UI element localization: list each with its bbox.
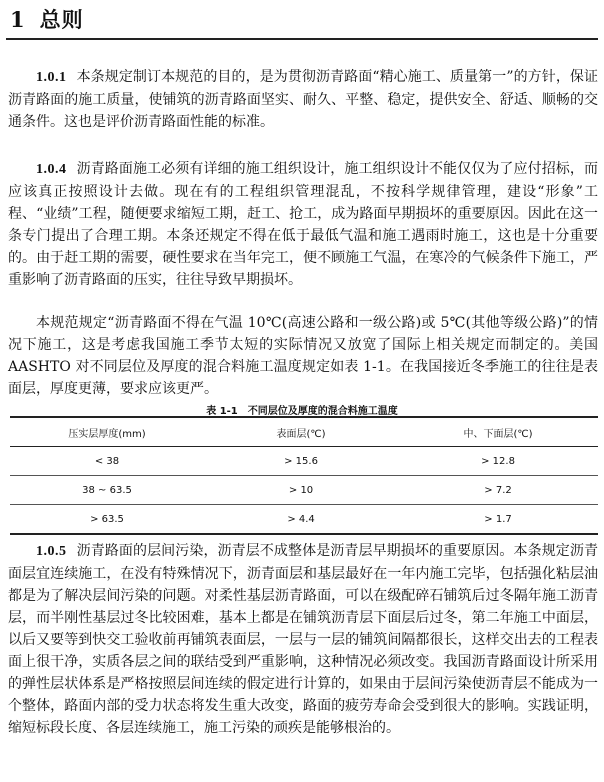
chapter-divider — [6, 38, 598, 40]
table-cell: < 38 — [94, 455, 120, 467]
table-row — [10, 505, 598, 535]
table-cell: > 63.5 — [90, 513, 124, 525]
table-cell: > 1.7 — [484, 513, 512, 525]
table-title: 不同层位及厚度的混合料施工温度 — [247, 406, 398, 417]
clause-text: 沥青路面的层间污染，沥青层不成整体是沥青层早期损坏的重要原因。本条规定沥青面层宜连续施工，在没有特殊情况下，沥青面层和基层最好在一年内施工完毕，包括强化粘层油都是为了解决层间污染的问题。对柔性基层沥青路面，可以在级配碎石铺筑后过冬隔年施工沥青层，而半刚性基层过冬比较困难，基本上都是在铺筑沥青层下面层后过冬，第二年施工中面层，以后又要等到快交工验收前再铺筑表面层，一层与一层的铺筑间隔都很长，这样交出去的工程表面上很干净，实质各层之间的联结受到严重影响，这种情况必须改变。我国沥青路面设计所采用的弹性层状体系是严格按照层间连续的假定进行计算的，如果由于层间污染使沥青层不能成为一个整体，路面内部的受力状态将发生重大改变，路面的疲劳寿命会受到很大的影响。实践证明，缩短标段长度、各层连续施工，施工污染的顽疾是能够根治的。 — [8, 543, 598, 736]
temperature-table — [10, 416, 598, 535]
clause-1-0-5 — [8, 540, 598, 739]
clause-text: 沥青路面施工必须有详细的施工组织设计，施工组织设计不能仅仅为了应付招标，而应该真正按照设计去做。现在有的工程组织管理混乱，不按科学规律管理，建设“形象”工程、“业绩”工程，随便要求缩短工期，赶工、抢工，成为路面早期损坏的重要原因。因此在这一条专门提出了合理工期。本条还规定不得在低于最低气温和施工遇雨时施工，这也是十分重要的。由于赶工期的需要，硬性要求在当年完工，便不顾施工气温，在寒冷的气候条件下施工，严重影响了沥青路面的压实，往往导致早期损坏。 — [8, 161, 598, 288]
clause-number: 1.0.4 — [36, 162, 67, 177]
clause-1-0-1 — [8, 66, 598, 133]
table-cell: > 4.4 — [287, 513, 315, 525]
table-caption — [0, 402, 604, 417]
clause-number: 1.0.5 — [36, 544, 67, 559]
table-cell: 38 ~ 63.5 — [82, 484, 132, 496]
table-header-cell: 表面层(℃) — [276, 428, 326, 440]
clause-text: 本条规定制订本规范的目的，是为贯彻沥青路面“精心施工、质量第一”的方针，保证沥青路面的施工质量，使铺筑的沥青路面坚实、耐久、平整、稳定，提供安全、舒适、顺畅的交通条件。这也是评价沥青路面性能的标准。 — [8, 69, 598, 130]
chapter-title — [10, 4, 84, 34]
table-header-row — [10, 417, 598, 447]
table-row — [10, 447, 598, 476]
table-number: 表 1-1 — [206, 406, 238, 417]
chapter-number: 1 — [10, 7, 26, 32]
table-cell: > 15.6 — [284, 455, 318, 467]
table-header-cell: 压实层厚度(mm) — [68, 428, 146, 440]
table-cell: > 10 — [288, 484, 314, 496]
table-cell: > 12.8 — [481, 455, 515, 467]
clause-1-0-4 — [8, 158, 598, 291]
table-header-cell: 中、下面层(℃) — [463, 428, 533, 440]
table-cell: > 7.2 — [484, 484, 512, 496]
chapter-title-text: 总则 — [39, 7, 84, 32]
clause-number: 1.0.1 — [36, 70, 67, 85]
table-row — [10, 476, 598, 505]
clause-1-0-4-continuation: 本规范规定“沥青路面不得在气温 10℃(高速公路和一级公路)或 5℃(其他等级公路)”的情况下施工，这是考虑我国施工季节太短的实际情况又放宽了国际上相关规定而制定的。美国 AASHTO 对不同层位及厚度的混合料施工温度规定如表 1-1。在我国接近冬季施工的往往是表面层，厚度更薄，要求应该更严。 — [8, 315, 598, 397]
